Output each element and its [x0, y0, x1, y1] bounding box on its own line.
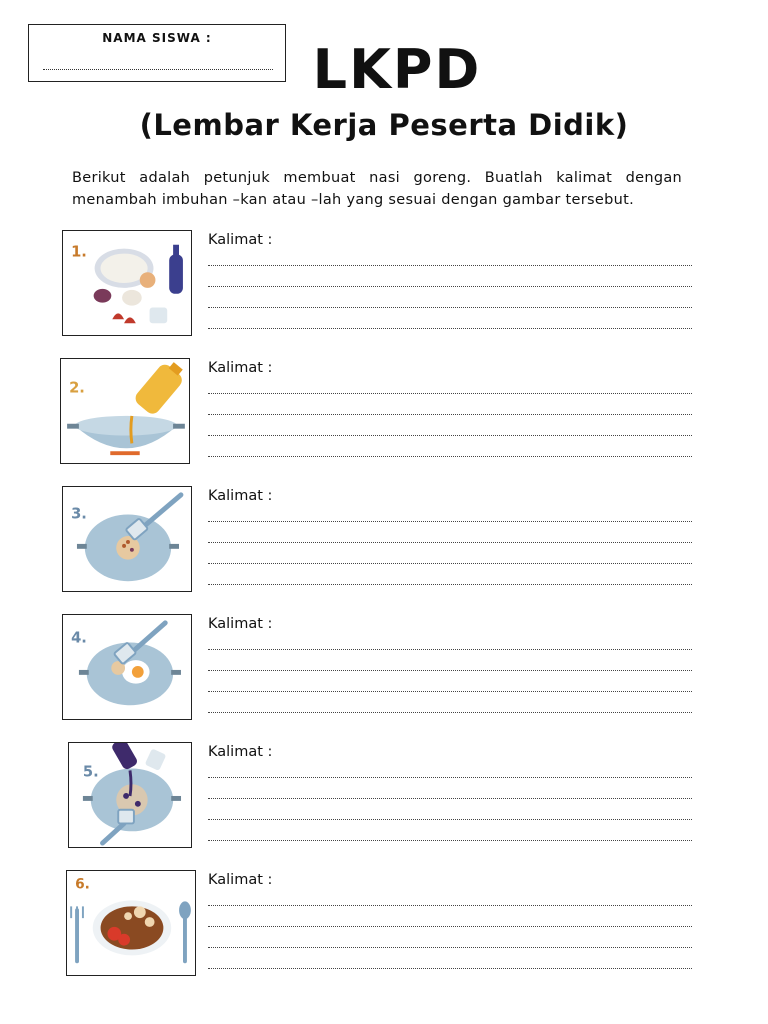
wok-egg-icon	[62, 614, 192, 720]
answer-line[interactable]	[208, 563, 692, 564]
wok-oil-icon	[60, 358, 190, 464]
answer-line[interactable]	[208, 265, 692, 266]
answer-line[interactable]	[208, 328, 692, 329]
answer-line[interactable]	[208, 584, 692, 585]
answer-line[interactable]	[208, 691, 692, 692]
step-4	[0, 614, 768, 732]
kalimat-label: Kalimat :	[208, 616, 273, 632]
step-number: 6.	[75, 876, 90, 893]
answer-line[interactable]	[208, 840, 692, 841]
answer-line[interactable]	[208, 670, 692, 671]
step-3	[0, 486, 768, 604]
answer-line[interactable]	[208, 307, 692, 308]
answer-line[interactable]	[208, 521, 692, 522]
wok-sauce-icon	[68, 742, 192, 848]
kalimat-label: Kalimat :	[208, 872, 273, 888]
answer-line[interactable]	[208, 819, 692, 820]
ingredients-icon	[62, 230, 192, 336]
answer-line[interactable]	[208, 393, 692, 394]
answer-line[interactable]	[208, 798, 692, 799]
page-title: LKPD	[312, 38, 482, 101]
answer-line[interactable]	[208, 435, 692, 436]
step-number: 2.	[69, 379, 85, 397]
answer-line[interactable]	[208, 542, 692, 543]
answer-line[interactable]	[208, 947, 692, 948]
kalimat-label: Kalimat :	[208, 744, 273, 760]
step-number: 5.	[82, 763, 99, 781]
answer-line[interactable]	[208, 649, 692, 650]
step-6	[0, 870, 768, 988]
step-5	[0, 742, 768, 860]
wok-spatula-icon	[62, 486, 192, 592]
step-1	[0, 230, 768, 348]
step-2	[0, 358, 768, 476]
answer-line[interactable]	[208, 712, 692, 713]
answer-line[interactable]	[208, 414, 692, 415]
step-number: 4.	[71, 629, 87, 647]
answer-line[interactable]	[208, 968, 692, 969]
instructions-text: Berikut adalah petunjuk membuat nasi goreng. Buatlah kalimat dengan menambah imbuhan –kan atau –lah yang sesuai dengan gambar tersebut.	[72, 170, 682, 208]
kalimat-label: Kalimat :	[208, 360, 273, 376]
kalimat-label: Kalimat :	[208, 488, 273, 504]
page-subtitle: (Lembar Kerja Peserta Didik)	[139, 108, 629, 142]
answer-line[interactable]	[208, 926, 692, 927]
kalimat-label: Kalimat :	[208, 232, 273, 248]
answer-line[interactable]	[208, 777, 692, 778]
answer-line[interactable]	[208, 286, 692, 287]
answer-line[interactable]	[208, 905, 692, 906]
step-number: 3.	[71, 505, 87, 523]
answer-line[interactable]	[208, 456, 692, 457]
step-number: 1.	[71, 243, 87, 261]
student-name-label: NAMA SISWA :	[102, 31, 212, 45]
fried-rice-plate-icon	[66, 870, 196, 976]
